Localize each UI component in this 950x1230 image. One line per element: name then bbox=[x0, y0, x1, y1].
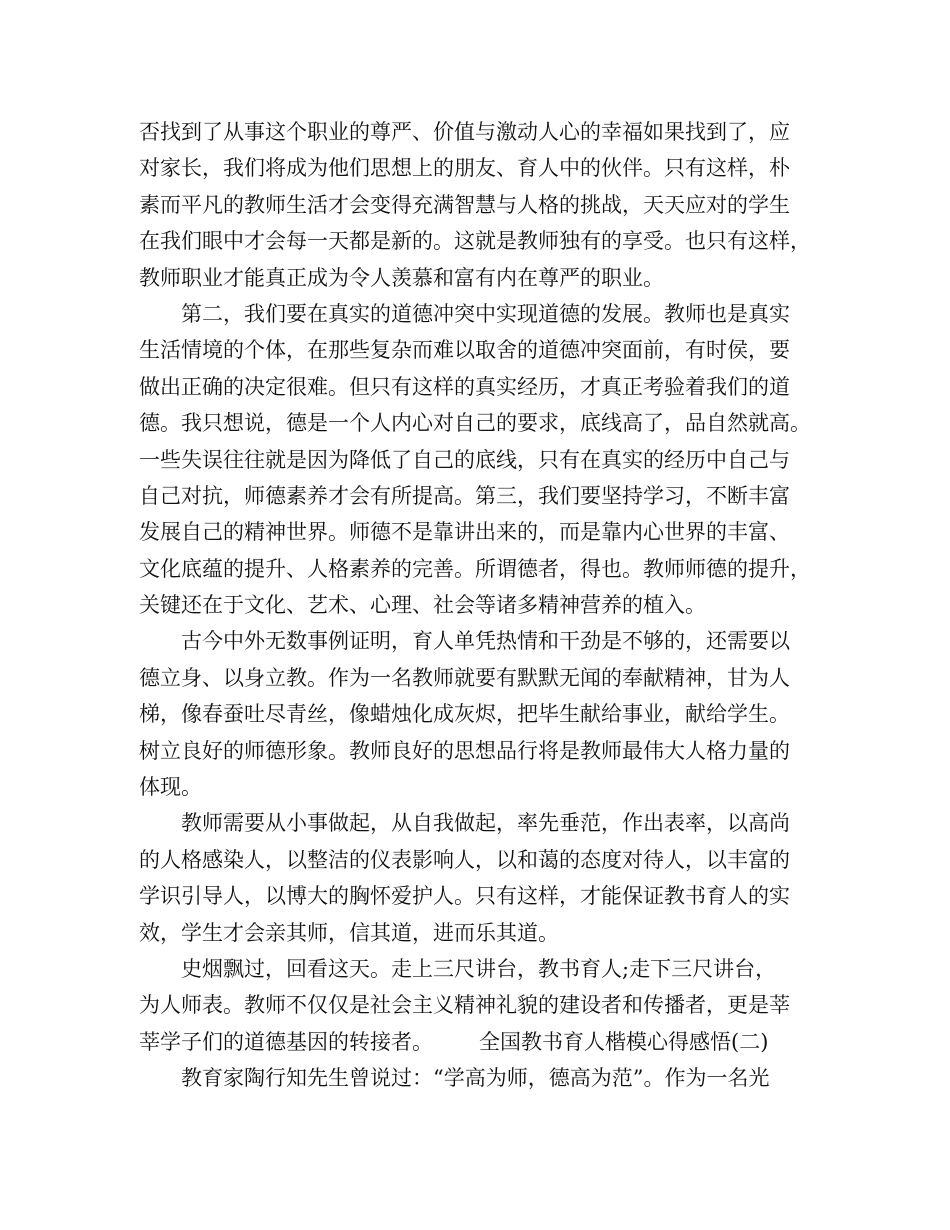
text-line-with-heading bbox=[139, 1024, 839, 1060]
text-line: 莘学子们的道德基因的转接者。 bbox=[139, 1029, 433, 1054]
text-line: 效，学生才会亲其师，信其道，进而乐其道。 bbox=[139, 920, 559, 945]
text-line: 关键还在于文化、艺术、心理、社会等诸多精神营养的植入。 bbox=[139, 593, 706, 618]
text-line: 第二，我们要在真实的道德冲突中实现道德的发展。教师也是真实 bbox=[139, 301, 790, 326]
text-line: 树立良好的师德形象。教师良好的思想品行将是教师最伟大人格力量的 bbox=[139, 738, 790, 763]
text-line: 发展自己的精神世界。师德不是靠讲出来的，而是靠内心世界的丰富、 bbox=[139, 520, 790, 545]
text-line: 体现。 bbox=[139, 775, 202, 800]
text-line: 古今中外无数事例证明，育人单凭热情和干劲是不够的，还需要以 bbox=[139, 629, 790, 654]
text-line: 教育家陶行知先生曾说过：“学高为师，德高为范”。作为一名光 bbox=[139, 1066, 770, 1091]
text-line: 教师需要从小事做起，从自我做起，率先垂范，作出表率，以高尚 bbox=[139, 811, 790, 836]
text-line: 学识引导人，以博大的胸怀爱护人。只有这样，才能保证教书育人的实 bbox=[139, 884, 790, 909]
text-line: 做出正确的决定很难。但只有这样的真实经历，才真正考验着我们的道 bbox=[139, 374, 790, 399]
text-line: 素而平凡的教师生活才会变得充满智慧与人格的挑战，天天应对的学生 bbox=[139, 192, 790, 217]
text-line: 梯，像春蚕吐尽青丝，像蜡烛化成灰烬，把毕生献给事业，献给学生。 bbox=[139, 702, 790, 727]
text-line: 的人格感染人，以整洁的仪表影响人，以和蔼的态度对待人，以丰富的 bbox=[139, 847, 790, 872]
text-line: 文化底蕴的提升、人格素养的完善。所谓德者，得也。教师师德的提升， bbox=[139, 556, 811, 581]
text-line: 一些失误往往就是因为降低了自己的底线，只有在真实的经历中自己与 bbox=[139, 447, 790, 472]
text-line: 德立身、以身立教。作为一名教师就要有默默无闻的奉献精神，甘为人 bbox=[139, 665, 790, 690]
text-line: 生活情境的个体，在那些复杂而难以取舍的道德冲突面前，有时侯，要 bbox=[139, 338, 790, 363]
text-line: 为人师表。教师不仅仅是社会主义精神礼貌的建设者和传播者，更是莘 bbox=[139, 993, 790, 1018]
text-line: 对家长，我们将成为他们思想上的朋友、育人中的伙伴。只有这样，朴 bbox=[139, 156, 790, 181]
document-body bbox=[139, 114, 839, 1097]
section-heading: 全国教书育人楷模心得感悟(二) bbox=[479, 1029, 769, 1054]
text-line: 否找到了从事这个职业的尊严、价值与激动人心的幸福如果找到了，应 bbox=[139, 120, 790, 144]
text-line: 自己对抗，师德素养才会有所提高。第三，我们要坚持学习，不断丰富 bbox=[139, 483, 790, 508]
text-line: 教师职业才能真正成为令人羡慕和富有内在尊严的职业。 bbox=[139, 265, 664, 290]
text-line: 史烟飘过，回看这天。走上三尺讲台，教书育人;走下三尺讲台， bbox=[139, 956, 777, 981]
text-line: 在我们眼中才会每一天都是新的。这就是教师独有的享受。也只有这样， bbox=[139, 229, 811, 254]
text-line: 德。我只想说，德是一个人内心对自己的要求，底线高了，品自然就高。 bbox=[139, 411, 811, 436]
